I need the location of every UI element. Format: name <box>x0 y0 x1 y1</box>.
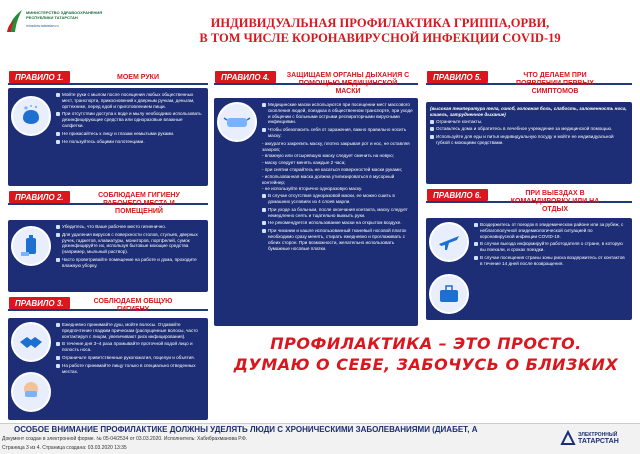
list-item: Медицинские маски используются при посещении мест массового скопления людей, поездках в общественном транспорте, при уходе и общении с больными острыми респираторными вирусными инфекциями. <box>262 102 414 125</box>
rule-5-label: ПРАВИЛО 5. <box>426 70 489 84</box>
list-item: - влажную или отсыревшую маску следует сменить на новую; <box>262 153 394 159</box>
rule-3 <box>8 296 208 420</box>
list-item: В течение дня 3–4 раза промывайте проточной водой лицо и полость носа. <box>56 341 204 353</box>
rule-1-title: МОЕМ РУКИ <box>117 74 159 81</box>
rule-3-items <box>56 322 204 376</box>
footer-meta-1: Документ создан в электронной форме. № 05-04/2534 от 03.03.2020. Исполнитель: Хабибрахманова Р.Ф. <box>2 436 248 442</box>
mask-icon <box>217 102 257 142</box>
page-title <box>150 16 610 46</box>
rule-5-panel <box>426 102 632 184</box>
list-item: Убедитесь, что Ваше рабочее место гигиенично. <box>56 224 204 230</box>
rule-2-title: СОБЛЮДАЕМ ГИГИЕНУ РАБОЧЕГО МЕСТА И ПОМЕЩЕНИЙ <box>98 192 180 215</box>
list-item: Ежедневно принимайте душ, мойте волосы. Отдавайте предпочтение гладким прическам (распущенные волосы, часто контактируя с лицом, увеличивают риск инфицирования). <box>56 322 204 339</box>
rule-5 <box>426 70 632 185</box>
rule-3-label: ПРАВИЛО 3. <box>8 296 71 310</box>
slogan-line-1: ПРОФИЛАКТИКА – ЭТО ПРОСТО. <box>270 334 582 353</box>
rule-4-label: ПРАВИЛО 4. <box>214 70 277 84</box>
rule-1-underline <box>8 83 208 85</box>
rule-6-panel <box>426 218 632 320</box>
travel-icon <box>429 222 469 262</box>
list-item: При отсутствии доступа к воде и мылу необходимо использовать дезинфицирующие средства или одноразовые влажные салфетки. <box>56 111 204 128</box>
list-item: На работе принимайте пищу только в специально отведенных местах. <box>56 363 204 375</box>
ministry-logo-icon <box>6 8 24 34</box>
list-item: Часто проветривайте помещение на работе и дома, проходите влажную уборку. <box>56 257 204 269</box>
title-line-1: ИНДИВИДУАЛЬНАЯ ПРОФИЛАКТИКА ГРИППА,ОРВИ, <box>210 16 550 30</box>
rule-5-items <box>430 106 628 148</box>
slogan <box>216 333 636 375</box>
list-item: - аккуратно закрепить маску, плотно закрывая рот и нос, не оставляя зазоров; <box>262 140 410 152</box>
rule-1-panel <box>8 88 208 186</box>
rule-1-label: ПРАВИЛО 1. <box>8 70 71 84</box>
list-item: Не рекомендуется использование маски на открытом воздухе. <box>262 220 414 226</box>
rule-6-label: ПРАВИЛО 6. <box>426 188 489 202</box>
symptoms-note: (высокая температура тела, озноб, головная боль, слабость, заложенность носа, кашель, затрудненное дыхание) <box>430 106 627 117</box>
column-left <box>8 70 208 420</box>
slogan-line-2: ДУМАЮ О СЕБЕ, ЗАБОЧУСЬ О БЛИЗКИХ <box>233 355 619 374</box>
rule-5-title: ЧТО ДЕЛАЕМ ПРИ ПОЯВЛЕНИИ ПЕРВЫХ СИМПТОМОВ <box>516 72 594 95</box>
suitcase-icon <box>429 274 469 314</box>
list-item: Для удаления вирусов с поверхности столов, стульев, дверных ручек, гаджетов, клавиатуры, мониторов, портфелей, сумок дезинфицируйте их, используя бытовые моющие средства (например, мыльный раствор). <box>56 232 204 255</box>
hand-wash-icon <box>11 96 51 136</box>
rule-4-panel <box>214 98 418 326</box>
cleaning-icon <box>11 226 51 266</box>
list-item: В случае выезда информируйте работодателя о стране, в которую вы поехали, и сроках поездки. <box>474 241 628 253</box>
rule-3-panel <box>8 318 208 420</box>
list-item: Воздержитесь от поездок в эпидемическом районе или за рубеж, с неблагополучной эпидемиологической ситуацией по коронавирусной инфекции COVID-19. <box>474 222 628 239</box>
list-item: При уходе за больным, после окончания контакта, маску следует немедленно снять и тщательно вымыть руки. <box>262 207 414 219</box>
list-item: Ограничьте приветственные рукопожатия, поцелуи и объятия. <box>56 355 204 361</box>
mask-face-icon <box>11 372 51 412</box>
rule-6-title: ПРИ ВЫЕЗДАХ В КОМАНДИРОВКУ ИЛИ НА ОТДЫХ <box>510 190 600 213</box>
rule-2-panel <box>8 220 208 292</box>
brand-line-1: ЭЛЕКТРОННЫЙ <box>578 432 618 438</box>
rule-1 <box>8 70 208 188</box>
footer <box>0 423 640 454</box>
list-item: Ограничьте контакты. <box>430 119 628 125</box>
rule-2 <box>8 190 208 295</box>
list-item: - не используйте вторично одноразовую маску. <box>262 186 363 192</box>
tatarstan-logo-icon <box>560 430 576 446</box>
ministry-url: minzdrav.tatarstan.ru <box>26 24 59 28</box>
ministry-name: МИНИСТЕРСТВО ЗДРАВООХРАНЕНИЯ РЕСПУБЛИКИ ТАТАРСТАН <box>26 10 103 20</box>
list-item: При чихании и кашле использованный тканевый носовой платок необходимо сразу менять, стирать ежедневно и проглаживать с обеих сторон. При возможности, желательно использовать бумажные носовые платки. <box>262 228 414 251</box>
rule-4-title: ЗАЩИЩАЕМ ОРГАНЫ ДЫХАНИЯ С ПОМОЩЬЮ МЕДИЦИНСКОЙ МАСКИ <box>286 72 410 95</box>
rule-2-items <box>56 224 204 271</box>
brand-line-2: ТАТАРСТАН <box>578 438 619 445</box>
rule-2-label: ПРАВИЛО 2. <box>8 190 71 204</box>
rule-6 <box>426 188 632 328</box>
list-item: - маску следует менять каждые 2 часа; <box>262 160 346 166</box>
list-item: - при снятии старайтесь не касаться поверхностей маски руками; <box>262 166 402 172</box>
footer-headline: ОСОБОЕ ВНИМАНИЕ ПРОФИЛАКТИКЕ ДОЛЖНЫ УДЕЛЯТЬ ЛЮДИ С ХРОНИЧЕСКИМИ ЗАБОЛЕВАНИЯМИ (ДИАБЕТ, А <box>14 425 478 434</box>
list-item: В случае посещения страны зоны риска воздержитесь от контактов в течение 14 дней после возвращения. <box>474 255 628 267</box>
list-item: Оставьтесь дома и обратитесь в лечебное учреждение за медицинской помощью. <box>430 126 628 132</box>
list-item: Используйте для еды и питья индивидуальную посуду и мойте ее индивидуальной губкой с моющими средствами. <box>430 134 628 146</box>
title-line-2: В ТОМ ЧИСЛЕ КОРОНАВИРУСНОЙ ИНФЕКЦИИ COVID-19 <box>199 31 561 45</box>
handshake-icon <box>11 322 51 362</box>
footer-meta-2: Страница 3 из 4. Страница создана: 03.03.2020 13:35 <box>2 445 127 451</box>
list-item: В случае отсутствия одноразовой маски, ее можно сшить в домашних условиях из 4 слоев марли. <box>262 193 414 205</box>
electronic-tatarstan-logo <box>560 428 634 450</box>
rule-4 <box>214 70 418 330</box>
list-item: Чтобы обезопасить себя от заражения, важно правильно носить маску: <box>262 127 414 139</box>
rule-3-title: СОБЛЮДАЕМ ОБЩУЮ ГИГИЕНУ <box>93 298 173 313</box>
list-item: Не пользуйтесь общими полотенцами. <box>56 139 204 145</box>
list-item: Мойте руки с мылом после посещения любых общественных мест, транспорта, прикосновений к дверным ручкам, деньгам, оргтехнике, перед едой и приготовлением пищи. <box>56 92 204 109</box>
list-item: - использованная маска должна утилизироваться в мусорный контейнер; <box>262 173 395 185</box>
rule-6-items <box>474 222 628 269</box>
list-item: Не прикасайтесь к лицу и глазам немытыми руками. <box>56 131 204 137</box>
rule-1-items <box>56 92 204 146</box>
rule-4-items <box>262 102 414 253</box>
ministry-header <box>6 6 106 46</box>
